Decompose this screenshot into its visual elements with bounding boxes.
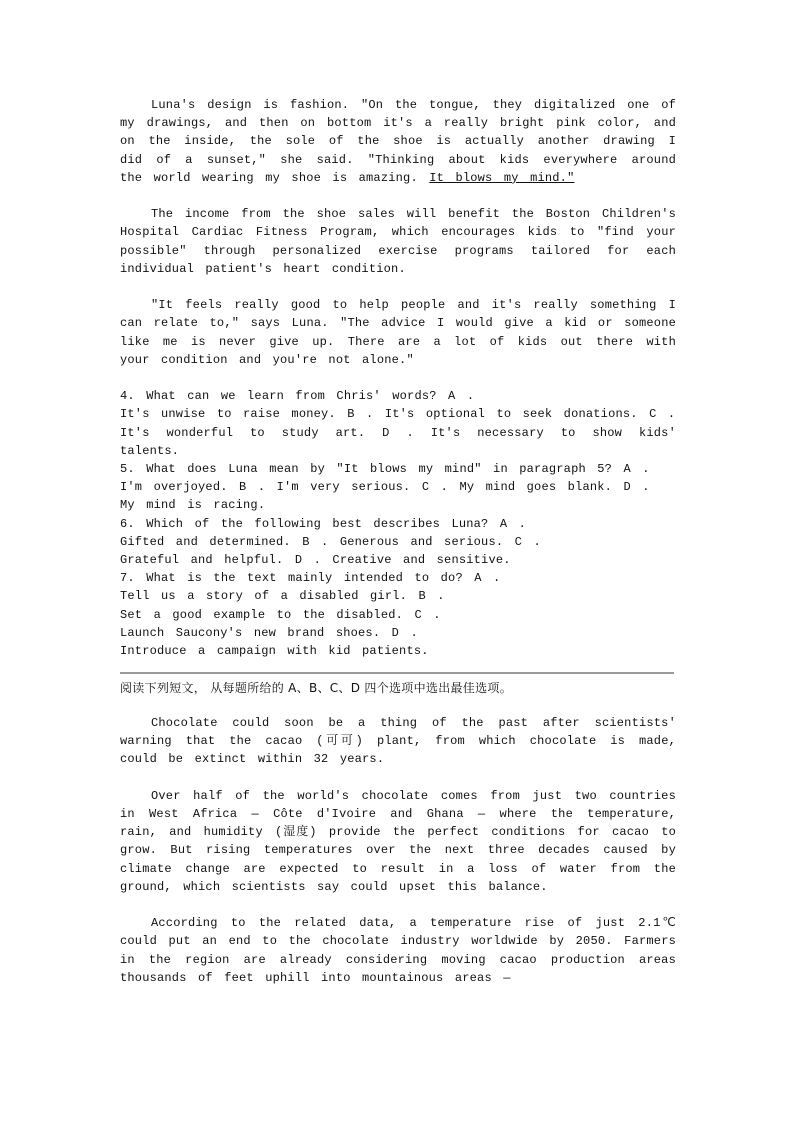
- section-instruction: 阅读下列短文， 从每题所给的 A、B、C、D 四个选项中选出最佳选项。: [120, 681, 513, 695]
- question-line: Tell us a story of a disabled girl. B .: [120, 589, 445, 604]
- underlined-phrase: It blows my mind.″: [429, 170, 575, 185]
- question-line: My mind is racing.: [120, 498, 266, 513]
- paragraph: According to the related data, a temperature rise of just 2.1℃ could put an end to the chocolate industry worldwide by 2050. Farmers in the region are already considering moving cacao production areas thousands of feet uphill into mountainous areas —: [120, 916, 676, 985]
- question-line: Gifted and determined. B . Generous and serious. C .: [120, 534, 541, 549]
- section-divider: [120, 672, 674, 674]
- paragraph: The income from the shoe sales will benefit the Boston Children's Hospital Cardiac Fitness Program, which encourages kids to ″find your possible″ through personalized exercise programs tailored for each individual patient's heart condition.: [120, 207, 676, 276]
- question-line: 7. What is the text mainly intended to do? A .: [120, 571, 501, 586]
- passage-1: [120, 96, 676, 660]
- question-block: [120, 387, 676, 660]
- question-line: It's wonderful to study art. D . It's necessary to show kids' talents.: [120, 425, 676, 458]
- question-line: Set a good example to the disabled. C .: [120, 607, 441, 622]
- passage-2: [120, 678, 676, 1005]
- question-line: 5. What does Luna mean by ″It blows my mind″ in paragraph 5? A .: [120, 462, 650, 477]
- passage-2-body: [120, 714, 676, 987]
- paragraph-text: Luna's design is fashion. ″On the tongue, they digitalized one of my drawings, and then on bottom it's a really bright pink color, and on the inside, the sole of the shoe is actually another drawing I did of a sunset,″ she said. ″Thinking about kids everywhere around the world wearing my shoe is amazing.: [120, 98, 676, 185]
- question-line: 4. What can we learn from Chris' words? A .: [120, 389, 475, 404]
- paragraph: Chocolate could soon be a thing of the past after scientists' warning that the cacao (可可) plant, from which chocolate is made, could be extinct within 32 years.: [120, 716, 676, 767]
- paragraph: ″It feels really good to help people and it's really something I can relate to,″ says Luna. ″The advice I would give a kid or someone like me is never give up. There are a lot of kids out there with your condition and you're not alone.″: [120, 298, 676, 367]
- paragraph: [120, 96, 676, 187]
- question-line: It's unwise to raise money. B . It's optional to seek donations. C .: [120, 407, 676, 422]
- paragraph: Over half of the world's chocolate comes from just two countries in West Africa — Côte d'Ivoire and Ghana — where the temperature, rain, and humidity (湿度) provide the perfect conditions for cacao to grow. But rising temperatures over the next three decades caused by climate change are expected to result in a loss of water from the ground, which scientists say could upset this balance.: [120, 788, 676, 894]
- question-line: Introduce a campaign with kid patients.: [120, 644, 429, 659]
- question-line: I'm overjoyed. B . I'm very serious. C . My mind goes blank. D .: [120, 480, 650, 495]
- question-line: Grateful and helpful. D . Creative and sensitive.: [120, 553, 511, 568]
- question-line: Launch Saucony's new brand shoes. D .: [120, 625, 418, 640]
- question-line: 6. Which of the following best describes Luna? A .: [120, 516, 527, 531]
